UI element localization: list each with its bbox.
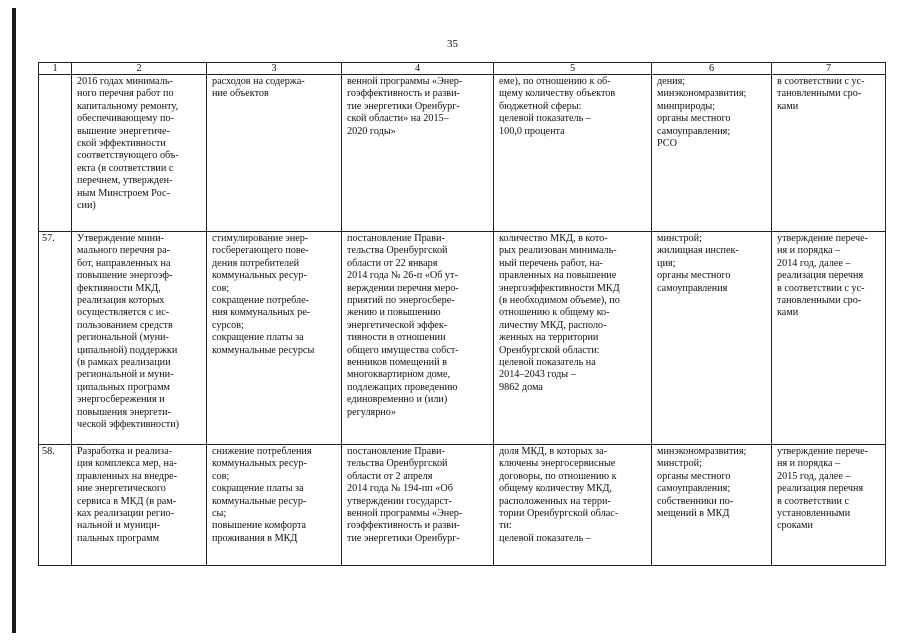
cell-text-line: сии) <box>77 200 96 212</box>
cell-text-line: ня и порядка – <box>777 245 841 257</box>
cell-text-line: тельства Оренбургской <box>347 458 448 470</box>
column-number: 5 <box>494 63 652 75</box>
cell-text-line: мального перечня ра- <box>77 245 170 257</box>
measure-cell <box>72 232 207 445</box>
executor-cell <box>652 232 772 445</box>
cell-text-line: венной программы «Энер- <box>347 508 463 520</box>
column-number: 4 <box>342 63 494 75</box>
cell-text-line: личеству МКД, располо- <box>499 319 607 331</box>
cell-text-line: коммунальных ресур- <box>212 270 307 282</box>
cell-text-line: целевой показатель на <box>499 357 596 369</box>
cell-text-line: самоуправления <box>657 282 728 294</box>
cell-text-line: ция; <box>657 257 676 269</box>
cell-text-line: единовременно и (или) <box>347 394 448 406</box>
cell-text-line: сов; <box>212 282 230 294</box>
cell-text-line: жению и повышению <box>347 307 441 319</box>
cell-text-line: тие энергетики Оренбург- <box>347 100 460 112</box>
goal-cell <box>207 445 342 566</box>
cell-text-line: пользованием средств <box>77 319 173 331</box>
cell-text-line: тановленными сро- <box>777 295 862 307</box>
cell-text-line: энергетической эффек- <box>347 319 448 331</box>
cell-text-line: щему количеству объектов <box>499 88 616 100</box>
cell-text-line: тельства Оренбургской <box>347 245 448 257</box>
cell-text-line: обеспечивающему по- <box>77 113 174 125</box>
cell-text-line: ние объектов <box>212 88 269 100</box>
cell-text-line: доля МКД, в которых за- <box>499 446 608 457</box>
legal-act-cell <box>342 445 494 566</box>
cell-text-line: мещений в МКД <box>657 508 730 520</box>
table-row <box>39 75 886 232</box>
cell-text-line: пальных программ <box>77 532 160 544</box>
column-number: 2 <box>72 63 207 75</box>
cell-text-line: области от 22 января <box>347 257 438 269</box>
cell-text-line: повышение энергоэф- <box>77 270 173 282</box>
row-number-cell: 58. <box>39 445 72 566</box>
cell-text-line: сы; <box>212 508 227 520</box>
cell-text-line: сокращение платы за <box>212 483 304 495</box>
cell-text-line: гоэффективность и разви- <box>347 520 460 532</box>
cell-text-line: целевой показатель – <box>499 532 591 544</box>
cell-text-line: в соответствии с <box>777 495 849 507</box>
cell-text-line: РСО <box>657 138 677 150</box>
cell-text-line: верждении перечня меро- <box>347 282 459 294</box>
cell-text-line: утверждение перече- <box>777 233 869 244</box>
cell-text-line: соответствующего объ- <box>77 150 179 162</box>
cell-text-line: регулярно» <box>347 406 396 418</box>
cell-text-line: сов; <box>212 470 230 482</box>
cell-text-line: ческой эффективности) <box>77 419 180 431</box>
measure-cell <box>72 445 207 566</box>
column-number: 1 <box>39 63 72 75</box>
cell-text-line: минэкономразвития; <box>657 88 747 100</box>
cell-text-line: 2020 годы» <box>347 125 396 137</box>
cell-text-line: Утверждение мини- <box>77 233 164 244</box>
cell-text-line: минэкономразвития; <box>657 446 747 457</box>
deadline-cell <box>772 232 886 445</box>
cell-text-line: Разработка и реализа- <box>77 446 173 457</box>
cell-text-line: области от 2 апреля <box>347 470 433 482</box>
cell-text-line: реализация которых <box>77 295 165 307</box>
cell-text-line: сурсов; <box>212 319 244 331</box>
cell-text-line: капитальному ремонту, <box>77 100 178 112</box>
cell-text-line: ками <box>777 100 799 112</box>
cell-text-line: венной программы «Энер- <box>347 76 463 87</box>
cell-text-line: госберегающего пове- <box>212 245 309 257</box>
cell-text-line: тории Оренбургской облас- <box>499 508 619 520</box>
cell-text-line: расходов на содержа- <box>212 76 305 87</box>
cell-text-line: венников помещений в <box>347 357 447 369</box>
cell-text-line: договоры, по отношению к <box>499 470 617 482</box>
program-table <box>38 62 886 566</box>
cell-text-line: сервиса в МКД (в рам- <box>77 495 177 507</box>
cell-text-line: 9862 дома <box>499 381 543 393</box>
cell-text-line: общему количеству МКД, <box>499 483 612 495</box>
indicator-cell <box>494 445 652 566</box>
cell-text-line: постановление Прави- <box>347 233 445 244</box>
cell-text-line: сокращение платы за <box>212 332 304 344</box>
cell-text-line: сроками <box>777 520 813 532</box>
goal-cell <box>207 232 342 445</box>
cell-text-line: гоэффективность и разви- <box>347 88 460 100</box>
cell-text-line: ния коммунальных ре- <box>212 307 311 319</box>
cell-text-line: 2014 года № 26-п «Об ут- <box>347 270 458 282</box>
cell-text-line: рых реализован минималь- <box>499 245 617 257</box>
cell-text-line: общего имущества собст- <box>347 344 459 356</box>
legal-act-cell <box>342 232 494 445</box>
cell-text-line: региональной и муни- <box>77 369 174 381</box>
cell-text-line: органы местного <box>657 470 731 482</box>
row-number-cell <box>39 75 72 232</box>
cell-text-line: 2016 годах минималь- <box>77 76 173 87</box>
cell-text-line: минприроды; <box>657 100 716 112</box>
cell-text-line: энергосбережения и <box>77 394 165 406</box>
cell-text-line: ня и порядка – <box>777 458 841 470</box>
cell-text-line: дения потребителей <box>212 257 300 269</box>
cell-text-line: 2015 год, далее – <box>777 470 851 482</box>
indicator-cell <box>494 232 652 445</box>
cell-text-line: повышения энергети- <box>77 406 172 418</box>
cell-text-line: расположенных на терри- <box>499 495 611 507</box>
cell-text-line: в соответствии с ус- <box>777 282 865 294</box>
cell-text-line: екта (в соответствии с <box>77 162 174 174</box>
cell-text-line: сокращение потребле- <box>212 295 310 307</box>
cell-text-line: еме), по отношению к об- <box>499 76 611 87</box>
cell-text-line: коммунальные ресур- <box>212 495 307 507</box>
table-row <box>39 232 886 445</box>
cell-text-line: 2014 год, далее – <box>777 257 851 269</box>
deadline-cell <box>772 75 886 232</box>
page-number: 35 <box>447 38 458 50</box>
cell-text-line: ным Минстроем Рос- <box>77 187 170 199</box>
indicator-cell <box>494 75 652 232</box>
cell-text-line: ках реализации регио- <box>77 508 175 520</box>
cell-text-line: количество МКД, в кото- <box>499 233 608 244</box>
cell-text-line: 2014 года № 194-пп «Об <box>347 483 453 495</box>
cell-text-line: бюджетной сферы: <box>499 100 582 112</box>
cell-text-line: ской эффективности <box>77 138 166 150</box>
cell-text-line: ный перечень работ, на- <box>499 257 603 269</box>
cell-text-line: ти: <box>499 520 512 532</box>
executor-cell <box>652 445 772 566</box>
cell-text-line: ской области» на 2015– <box>347 113 449 125</box>
cell-text-line: органы местного <box>657 113 731 125</box>
cell-text-line: повышение комфорта <box>212 520 307 532</box>
cell-text-line: постановление Прави- <box>347 446 445 457</box>
cell-text-line: установленными <box>777 508 851 520</box>
column-number: 3 <box>207 63 342 75</box>
cell-text-line: в соответствии с ус- <box>777 76 865 87</box>
measure-cell <box>72 75 207 232</box>
cell-text-line: приятий по энергосбере- <box>347 295 455 307</box>
cell-text-line: 100,0 процента <box>499 125 565 137</box>
column-number: 6 <box>652 63 772 75</box>
deadline-cell <box>772 445 886 566</box>
cell-text-line: утверждении государст- <box>347 495 452 507</box>
column-number: 7 <box>772 63 886 75</box>
cell-text-line: дения; <box>657 76 686 87</box>
cell-text-line: ция комплекса мер, на- <box>77 458 177 470</box>
cell-text-line: ципальной) поддержки <box>77 344 178 356</box>
cell-text-line: жилищная инспек- <box>657 245 739 257</box>
cell-text-line: минстрой; <box>657 233 702 244</box>
cell-text-line: региональной (муни- <box>77 332 169 344</box>
table-row <box>39 445 886 566</box>
scan-edge <box>12 8 16 633</box>
cell-text-line: Оренбургской области: <box>499 344 600 356</box>
cell-text-line: утверждение перече- <box>777 446 869 457</box>
goal-cell <box>207 75 342 232</box>
cell-text-line: энергоэффективности МКД <box>499 282 620 294</box>
cell-text-line: целевой показатель – <box>499 113 591 125</box>
cell-text-line: вышение энергетиче- <box>77 125 170 137</box>
cell-text-line: отношению к общему ко- <box>499 307 610 319</box>
cell-text-line: осуществляется с ис- <box>77 307 170 319</box>
cell-text-line: нальной и муници- <box>77 520 161 532</box>
cell-text-line: ками <box>777 307 799 319</box>
cell-text-line: 2014–2043 годы – <box>499 369 576 381</box>
cell-text-line: подлежащих проведению <box>347 381 458 393</box>
cell-text-line: снижение потребления <box>212 446 312 457</box>
cell-text-line: самоуправления; <box>657 125 731 137</box>
cell-text-line: органы местного <box>657 270 731 282</box>
column-number-row <box>39 63 886 75</box>
cell-text-line: тие энергетики Оренбург- <box>347 532 460 544</box>
cell-text-line: перечнем, утвержден- <box>77 175 173 187</box>
cell-text-line: ние энергетического <box>77 483 166 495</box>
row-number-cell: 57. <box>39 232 72 445</box>
cell-text-line: (в необходимом объеме), по <box>499 295 620 307</box>
cell-text-line: правленных на повышение <box>499 270 617 282</box>
cell-text-line: стимулирование энер- <box>212 233 309 244</box>
cell-text-line: женных на территории <box>499 332 599 344</box>
cell-text-line: реализация перечня <box>777 270 864 282</box>
executor-cell <box>652 75 772 232</box>
cell-text-line: коммунальных ресур- <box>212 458 307 470</box>
cell-text-line: реализация перечня <box>777 483 864 495</box>
cell-text-line: (в рамках реализации <box>77 357 171 369</box>
cell-text-line: собственники по- <box>657 495 734 507</box>
cell-text-line: правленных на внедре- <box>77 470 178 482</box>
cell-text-line: минстрой; <box>657 458 702 470</box>
cell-text-line: ципальных программ <box>77 381 170 393</box>
cell-text-line: коммунальные ресурсы <box>212 344 315 356</box>
cell-text-line: тивности в отношении <box>347 332 446 344</box>
cell-text-line: бот, направленных на <box>77 257 171 269</box>
cell-text-line: тановленными сро- <box>777 88 862 100</box>
cell-text-line: проживания в МКД <box>212 532 298 544</box>
legal-act-cell <box>342 75 494 232</box>
cell-text-line: самоуправления; <box>657 483 731 495</box>
cell-text-line: ключены энергосервисные <box>499 458 616 470</box>
cell-text-line: фективности МКД, <box>77 282 161 294</box>
cell-text-line: многоквартирном доме, <box>347 369 451 381</box>
cell-text-line: ного перечня работ по <box>77 88 174 100</box>
